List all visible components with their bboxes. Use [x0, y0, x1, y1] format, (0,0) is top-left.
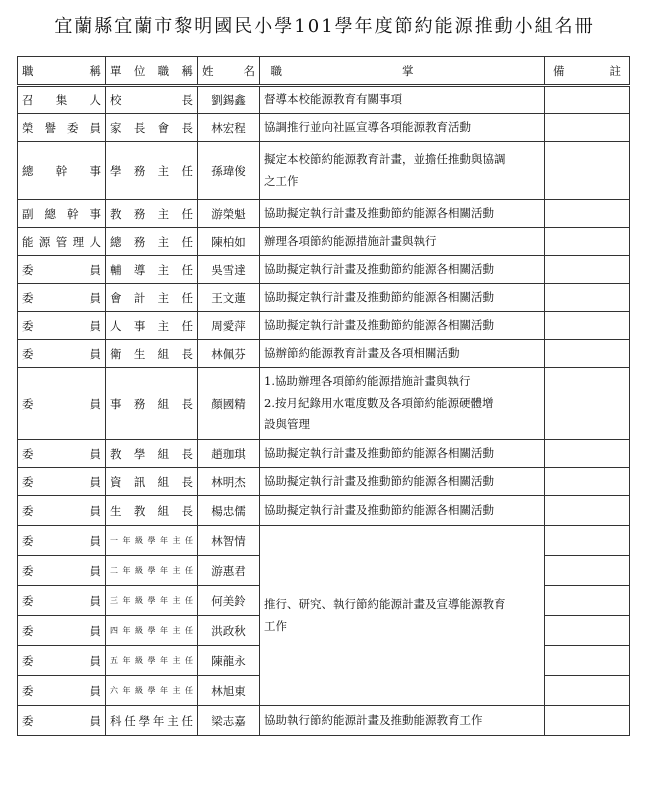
name-cell: 游榮魁	[198, 200, 260, 228]
table-header-row	[18, 57, 630, 86]
name-cell: 陳龍永	[198, 646, 260, 676]
note-cell	[545, 440, 630, 468]
unit-title-cell: 四年級學年主任	[106, 616, 198, 646]
duty-line: 協助擬定執行計畫及推動節約能源各相關活動	[264, 473, 494, 488]
duty-line: 之工作	[264, 173, 299, 188]
role-cell: 委 員	[18, 284, 106, 312]
header-name: 姓 名	[198, 57, 260, 86]
table-row	[18, 228, 630, 256]
unit-title-cell: 六年級學年主任	[106, 676, 198, 706]
table-row	[18, 256, 630, 284]
duty-cell	[260, 142, 545, 200]
note-cell	[545, 676, 630, 706]
duty-line: 協助擬定執行計畫及推動節約能源各相關活動	[264, 502, 494, 517]
duty-line: 辦理各項節約能源措施計畫與執行	[264, 233, 437, 248]
unit-title-cell: 輔導主任	[106, 256, 198, 284]
role-cell: 召 集 人	[18, 86, 106, 114]
table-row	[18, 468, 630, 496]
table-row	[18, 440, 630, 468]
name-cell: 林佩芬	[198, 340, 260, 368]
unit-title-cell: 資訊組長	[106, 468, 198, 496]
note-cell	[545, 526, 630, 556]
note-cell	[545, 228, 630, 256]
name-cell: 陳柏如	[198, 228, 260, 256]
note-cell	[545, 284, 630, 312]
note-cell	[545, 256, 630, 284]
duty-line: 協助擬定執行計畫及推動節約能源各相關活動	[264, 205, 494, 220]
name-cell: 趙珈琪	[198, 440, 260, 468]
unit-title-cell: 家長會長	[106, 114, 198, 142]
duty-cell	[260, 706, 545, 736]
unit-title-cell: 教學組長	[106, 440, 198, 468]
note-cell	[545, 496, 630, 526]
table-row	[18, 496, 630, 526]
role-cell: 委 員	[18, 706, 106, 736]
name-cell: 林明杰	[198, 468, 260, 496]
role-cell: 委 員	[18, 468, 106, 496]
unit-title-cell: 二年級學年主任	[106, 556, 198, 586]
note-cell	[545, 616, 630, 646]
duty-cell	[260, 256, 545, 284]
duty-line: 1.協助辦理各項節約能源措施計畫與執行	[264, 373, 471, 388]
note-cell	[545, 340, 630, 368]
unit-title-cell: 教務主任	[106, 200, 198, 228]
table-row	[18, 340, 630, 368]
name-cell: 孫瑋俊	[198, 142, 260, 200]
duty-line: 協助擬定執行計畫及推動節約能源各相關活動	[264, 289, 494, 304]
name-cell: 顏國精	[198, 368, 260, 440]
role-cell: 委 員	[18, 368, 106, 440]
role-cell: 委 員	[18, 340, 106, 368]
role-cell: 委 員	[18, 586, 106, 616]
table-row	[18, 284, 630, 312]
duty-line: 設與管理	[264, 417, 310, 432]
role-cell: 委 員	[18, 646, 106, 676]
unit-title-cell: 一年級學年主任	[106, 526, 198, 556]
name-cell: 洪政秋	[198, 616, 260, 646]
note-cell	[545, 368, 630, 440]
header-role: 職 稱	[18, 57, 106, 86]
note-cell	[545, 586, 630, 616]
duty-cell	[260, 114, 545, 142]
unit-title-cell: 衛生組長	[106, 340, 198, 368]
table-row	[18, 312, 630, 340]
role-cell: 能源管理人	[18, 228, 106, 256]
name-cell: 王文蓮	[198, 284, 260, 312]
unit-title-cell: 生教組長	[106, 496, 198, 526]
duty-cell	[260, 368, 545, 440]
name-cell: 何美鈴	[198, 586, 260, 616]
table-row	[18, 526, 630, 556]
name-cell: 林智情	[198, 526, 260, 556]
duty-line: 2.按月紀錄用水電度數及各項節約能源硬體增	[264, 395, 494, 410]
role-cell: 委 員	[18, 496, 106, 526]
note-cell	[545, 142, 630, 200]
role-cell: 委 員	[18, 556, 106, 586]
duty-line: 協助執行節約能源計畫及推動能源教育工作	[264, 712, 483, 727]
table-row	[18, 200, 630, 228]
role-cell: 榮譽委員	[18, 114, 106, 142]
duty-cell	[260, 496, 545, 526]
note-cell	[545, 114, 630, 142]
duty-cell	[260, 312, 545, 340]
unit-title-cell: 人事主任	[106, 312, 198, 340]
name-cell: 林宏程	[198, 114, 260, 142]
header-note: 備 註	[545, 57, 630, 86]
name-cell: 周愛萍	[198, 312, 260, 340]
unit-title-cell: 學務主任	[106, 142, 198, 200]
header-duty: 職掌	[260, 57, 545, 86]
duty-line: 工作	[264, 618, 287, 633]
table-row	[18, 86, 630, 114]
header-unit-title: 單位職稱	[106, 57, 198, 86]
note-cell	[545, 468, 630, 496]
table-row	[18, 368, 630, 440]
duty-cell	[260, 340, 545, 368]
role-cell: 委 員	[18, 676, 106, 706]
duty-cell	[260, 228, 545, 256]
name-cell: 梁志嘉	[198, 706, 260, 736]
name-cell: 游惠君	[198, 556, 260, 586]
duty-cell	[260, 468, 545, 496]
grade-duty-cell	[260, 526, 545, 706]
duty-line: 督導本校能源教育有關事項	[264, 92, 402, 107]
unit-title-cell: 科任學年主任	[106, 706, 198, 736]
note-cell	[545, 706, 630, 736]
name-cell: 林旭東	[198, 676, 260, 706]
unit-title-cell: 事務組長	[106, 368, 198, 440]
duty-line: 協助擬定執行計畫及推動節約能源各相關活動	[264, 317, 494, 332]
duty-cell	[260, 86, 545, 114]
unit-title-cell: 校 長	[106, 86, 198, 114]
duty-line: 協辦節約能源教育計畫及各項相關活動	[264, 345, 460, 360]
role-cell: 委 員	[18, 616, 106, 646]
duty-cell	[260, 440, 545, 468]
table-row	[18, 706, 630, 736]
note-cell	[545, 556, 630, 586]
role-cell: 副總幹事	[18, 200, 106, 228]
duty-line: 協助擬定執行計畫及推動節約能源各相關活動	[264, 261, 494, 276]
role-cell: 委 員	[18, 526, 106, 556]
duty-line: 擬定本校節約能源教育計畫，並擔任推動與協調	[264, 151, 506, 166]
duty-cell	[260, 200, 545, 228]
table-row	[18, 142, 630, 200]
note-cell	[545, 86, 630, 114]
name-cell: 楊忠儒	[198, 496, 260, 526]
unit-title-cell: 會計主任	[106, 284, 198, 312]
duty-line: 推行、研究、執行節約能源計畫及宣導能源教育	[264, 596, 506, 611]
role-cell: 委 員	[18, 312, 106, 340]
duty-cell	[260, 284, 545, 312]
role-cell: 委 員	[18, 440, 106, 468]
duty-line: 協調推行並向社區宣導各項能源教育活動	[264, 119, 471, 134]
name-cell: 吳雪達	[198, 256, 260, 284]
duty-line: 協助擬定執行計畫及推動節約能源各相關活動	[264, 445, 494, 460]
table-row	[18, 114, 630, 142]
note-cell	[545, 646, 630, 676]
committee-roster-table	[17, 56, 630, 736]
unit-title-cell: 三年級學年主任	[106, 586, 198, 616]
note-cell	[545, 200, 630, 228]
note-cell	[545, 312, 630, 340]
role-cell: 委 員	[18, 256, 106, 284]
name-cell: 劉錫鑫	[198, 86, 260, 114]
document-title: 宜蘭縣宜蘭市黎明國民小學101學年度節約能源推動小組名冊	[54, 16, 595, 37]
unit-title-cell: 五年級學年主任	[106, 646, 198, 676]
unit-title-cell: 總務主任	[106, 228, 198, 256]
role-cell: 總 幹 事	[18, 142, 106, 200]
